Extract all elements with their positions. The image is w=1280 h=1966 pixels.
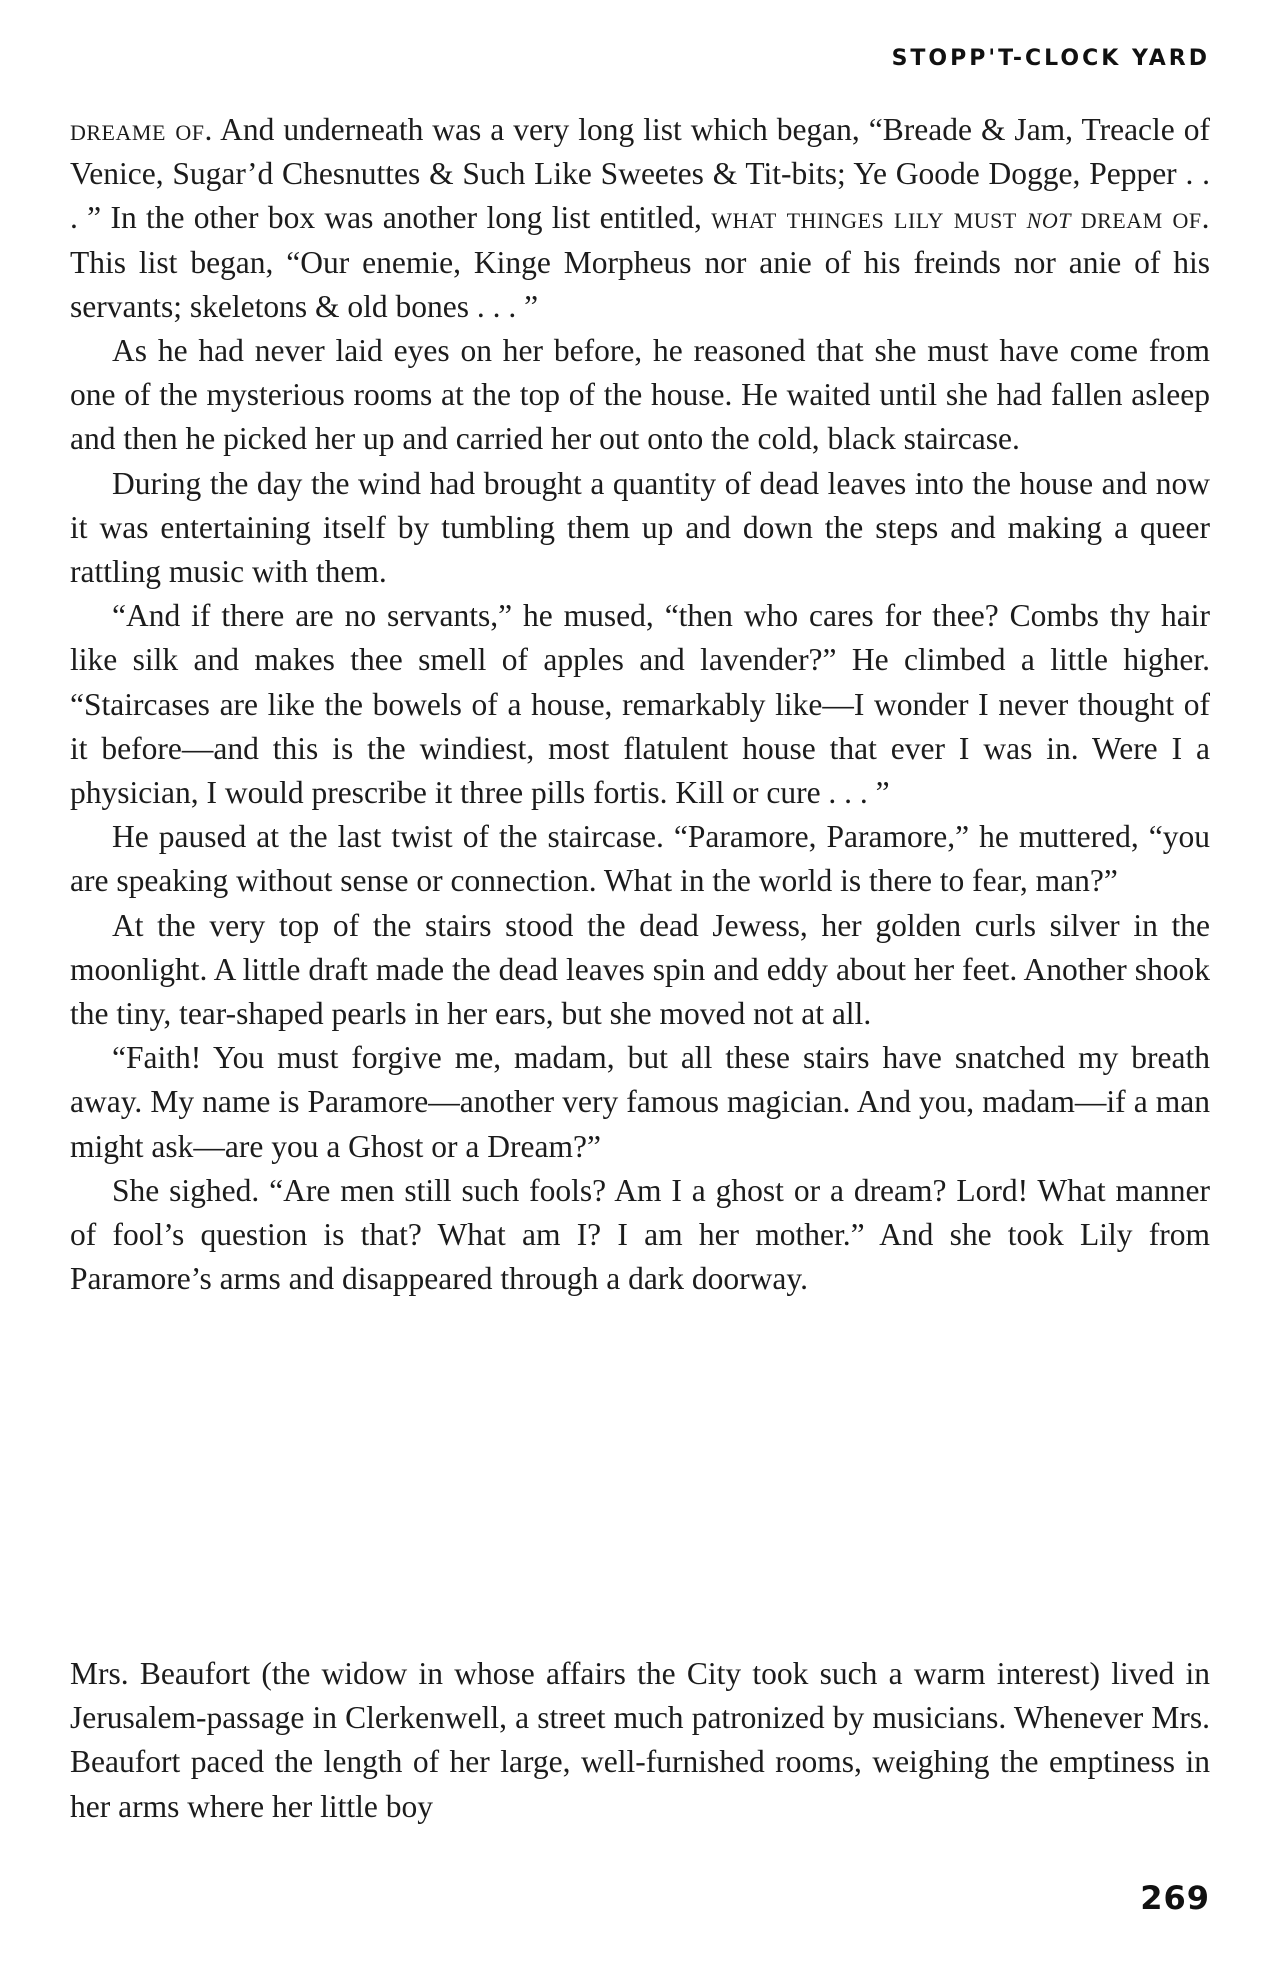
paragraph-1 bbox=[70, 108, 1210, 329]
paragraph-1-text-a: And underneath was a very long list which began, “Breade & Jam, Treacle of Venice, Sugar’d Chesnuttes & Such Like Sweetes & Tit-bits; Ye Goode Dogge, Pepper . . . ” In the other box was another long list entitled, bbox=[70, 112, 1211, 236]
paragraph-1-text-b: This list began, “Our enemie, Kinge Morpheus nor anie of his freinds nor anie of his servants; skeletons & old bones . . . ” bbox=[70, 244, 1210, 324]
paragraph-2: As he had never laid eyes on her before, he reasoned that she must have come from one of the mysterious rooms at the top of the house. He waited until she had fallen asleep and then he picked her up and carried her out onto the cold, black staircase. bbox=[70, 333, 1210, 457]
paragraph-4: “And if there are no servants,” he mused, “then who cares for thee? Combs thy hair like silk and makes thee smell of apples and lavender?” He climbed a little higher. “Staircases are like the bowels of a house, remarkably like—I wonder I never thought of it before—and this is the windiest, most flatulent house that ever I was in. Were I a physician, I would prescribe it three pills fortis. Kill or cure . . . ” bbox=[70, 598, 1210, 811]
running-head: STOPP'T-CLOCK YARD bbox=[891, 46, 1210, 71]
paragraph-6: At the very top of the stairs stood the dead Jewess, her golden curls silver in the moonlight. A little draft made the dead leaves spin and eddy about her feet. Another shook the tiny, tear-shaped pearls in her ears, but she moved not at all. bbox=[70, 907, 1210, 1032]
paragraph-7: “Faith! You must forgive me, madam, but all these stairs have snatched my breath away. My name is Paramore—another very famous magician. And you, madam—if a man might ask—are you a Ghost or a Dream?” bbox=[70, 1040, 1210, 1164]
small-caps-italic-not: not bbox=[1026, 200, 1071, 236]
small-caps-heading-a: what thinges lily must bbox=[711, 200, 1027, 236]
small-caps-lead: dreame of. bbox=[70, 112, 213, 147]
paragraph-3: During the day the wind had brought a quantity of dead leaves into the house and now it was entertaining itself by tumbling them up and down the steps and making a queer rattling music with them. bbox=[70, 465, 1210, 590]
section-one bbox=[70, 108, 1210, 1301]
paragraph-5: He paused at the last twist of the staircase. “Paramore, Paramore,” he muttered, “you are speaking without sense or connection. What in the world is there to fear, man?” bbox=[70, 819, 1210, 899]
section-two bbox=[70, 1652, 1210, 1829]
section-two-paragraph: Mrs. Beaufort (the widow in whose affairs the City took such a warm interest) lived in Jerusalem-passage in Clerkenwell, a street much patronized by musicians. Whenever Mrs. Beaufort paced the length of her large, well-furnished rooms, weighing the emptiness in her arms where her little boy bbox=[70, 1656, 1210, 1824]
page-number: 269 bbox=[1140, 1879, 1210, 1917]
small-caps-heading-b: dream of. bbox=[1070, 200, 1211, 236]
paragraph-8: She sighed. “Are men still such fools? Am I a ghost or a dream? Lord! What manner of fool’s question is that? What am I? I am her mother.” And she took Lily from Paramore’s arms and disappeared through a dark doorway. bbox=[70, 1172, 1210, 1297]
